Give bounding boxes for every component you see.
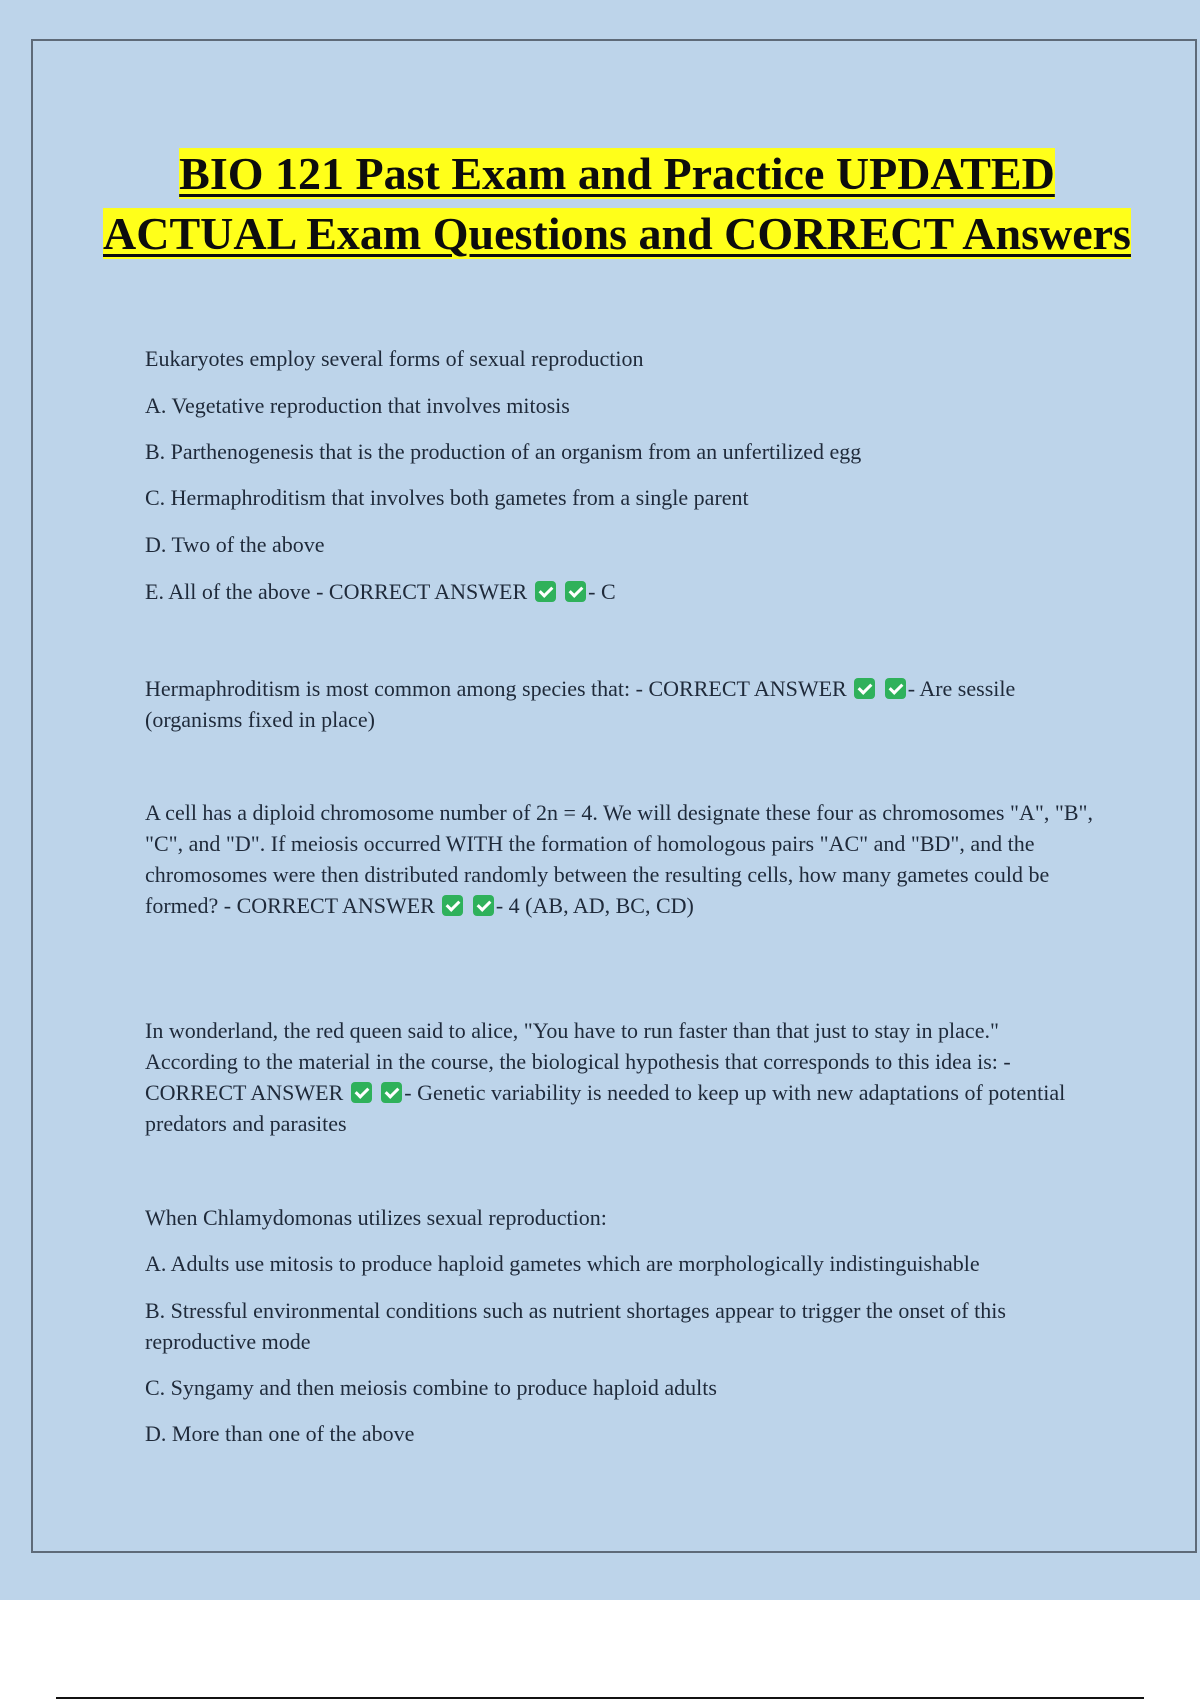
check-box-icon <box>473 895 494 916</box>
option-e-text: E. All of the above - CORRECT ANSWER <box>145 579 528 604</box>
question-3-stem: A cell has a diploid chromosome number of 2n = 4. We will designate these four as chromosomes "A", "B", "C", and "D". If meiosis occurred WITH the formation of homologous pairs "AC" and "BD", and the chromosomes were then distributed randomly between the resulting cells, how many gametes could be formed? - CORRECT ANSWER <box>145 800 1093 918</box>
question-5-option-b: B. Stressful environmental conditions such as nutrient shortages appear to trigger the onset of this reproductive mode <box>145 1298 1006 1354</box>
question-5-option-d: D. More than one of the above <box>145 1421 415 1446</box>
document-title <box>100 144 1134 264</box>
check-box-icon <box>442 895 463 916</box>
question-4 <box>145 1015 1095 1139</box>
question-3-answer: - 4 (AB, AD, BC, CD) <box>495 893 694 918</box>
question-5-option-a: A. Adults use mitosis to produce haploid gametes which are morphologically indistinguishable <box>145 1251 980 1276</box>
question-1-option-e <box>145 576 616 607</box>
question-1-option-a: A. Vegetative reproduction that involves mitosis <box>145 393 570 418</box>
check-box-icon <box>885 678 906 699</box>
check-box-icon <box>565 581 586 602</box>
question-4-answer: - Genetic variability is needed to keep up with new adaptations of potential predators and parasites <box>145 1080 1066 1136</box>
question-2-answer: - Are sessile (organisms fixed in place) <box>145 676 1016 732</box>
question-5-option-c: C. Syngamy and then meiosis combine to produce haploid adults <box>145 1375 717 1400</box>
footer-divider <box>56 1697 1144 1699</box>
check-box-icon <box>381 1082 402 1103</box>
question-1-option-b: B. Parthenogenesis that is the production of an organism from an unfertilized egg <box>145 439 862 464</box>
question-1-option-d: D. Two of the above <box>145 532 325 557</box>
question-1-answer: - C <box>588 579 616 604</box>
check-box-icon <box>351 1082 372 1103</box>
question-3 <box>145 797 1095 921</box>
question-5-stem: When Chlamydomonas utilizes sexual reproduction: <box>145 1205 607 1230</box>
check-box-icon <box>535 581 556 602</box>
question-2-stem: Hermaphroditism is most common among species that: - CORRECT ANSWER <box>145 676 847 701</box>
check-box-icon <box>854 678 875 699</box>
question-1-stem: Eukaryotes employ several forms of sexual reproduction <box>145 346 644 371</box>
question-4-stem: In wonderland, the red queen said to alice, "You have to run faster than that just to stay in place." According to the material in the course, the biological hypothesis that corresponds to this idea is: - CORRECT ANSWER <box>145 1018 1011 1105</box>
question-1-option-c: C. Hermaphroditism that involves both gametes from a single parent <box>145 485 749 510</box>
title-highlight: BIO 121 Past Exam and Practice UPDATED ACTUAL Exam Questions and CORRECT Answers <box>103 148 1131 259</box>
question-2 <box>145 673 1095 735</box>
